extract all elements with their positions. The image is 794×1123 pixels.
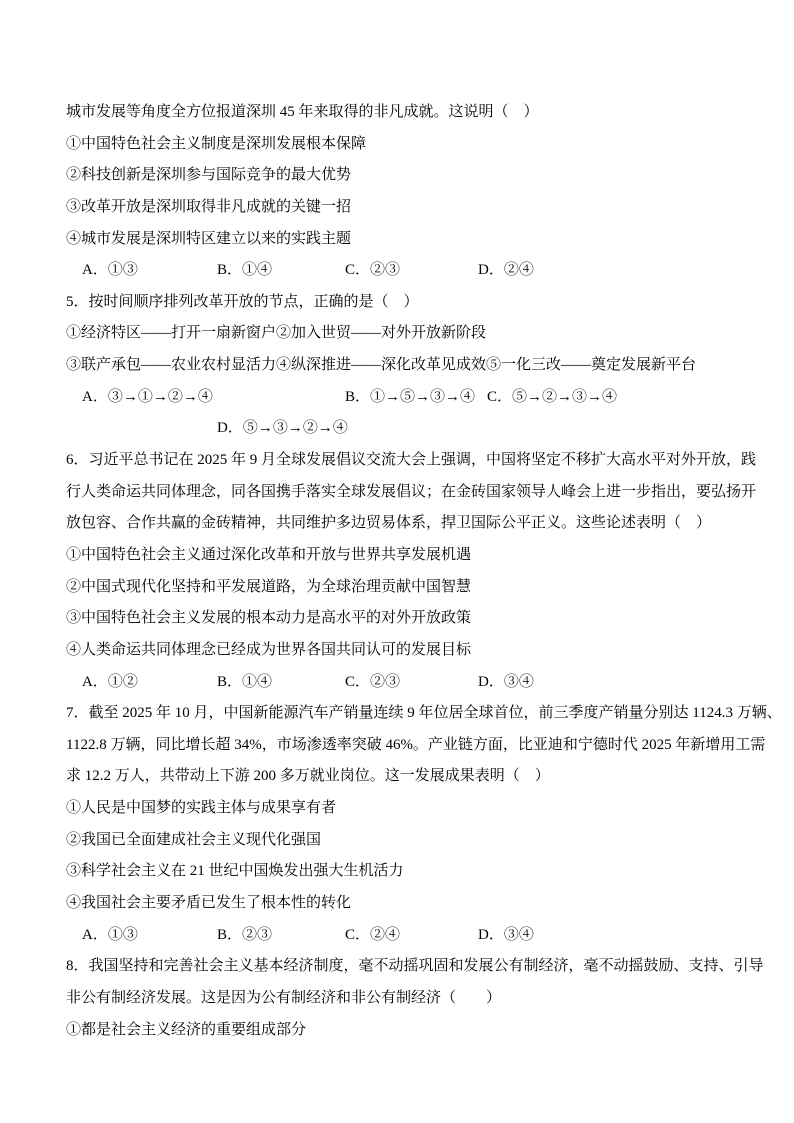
- q4-option-b: B．①④: [217, 262, 273, 279]
- q8-statement-1: ①都是社会主义经济的重要组成部分: [66, 1021, 307, 1038]
- question-5: [66, 287, 728, 445]
- q5-options-row-2: [66, 413, 728, 445]
- q6-statement-4: ④人类命运共同体理念已经成为世界各国共同认可的发展目标: [66, 641, 472, 658]
- q6-statement-3: ③中国特色社会主义发展的根本动力是高水平的对外开放政策: [66, 610, 472, 627]
- q7-options-row: [66, 920, 728, 952]
- q5-option-a: A．③→①→②→④: [82, 388, 213, 405]
- q7-statement-4: ④我国社会主要矛盾已发生了根本性的转化: [66, 895, 352, 912]
- q4-option-c: C．②③: [345, 262, 401, 279]
- q4-stem-line-1: 城市发展等角度全方位报道深圳 45 年来取得的非凡成就。这说明（ ）: [66, 104, 539, 120]
- q6-stem-line-2: 行人类命运共同体理念，同各国携手落实全球发展倡议；在金砖国家领导人峰会上进一步指出，要弘扬开: [66, 483, 757, 500]
- q6-option-c: C．②③: [345, 673, 401, 690]
- q4-option-d: D．②④: [478, 262, 534, 279]
- question-7: [66, 698, 782, 951]
- q7-stem-line-1: 7．截至 2025 年 10 月，中国新能源汽车产销量连续 9 年位居全球首位，前三季度产销量分别达 1124.3 万辆、: [66, 705, 782, 722]
- q6-option-b: B．①④: [217, 673, 273, 690]
- q5-option-d: D．⑤→③→②→④: [217, 420, 348, 437]
- q5-stem-line-1: 5．按时间顺序排列改革开放的节点，正确的是（ ）: [66, 293, 419, 310]
- q6-options-row: [66, 667, 728, 699]
- q7-option-d: D．③④: [478, 926, 534, 943]
- q4-options-row: [66, 255, 728, 287]
- q7-statement-2: ②我国已全面建成社会主义现代化强国: [66, 831, 322, 848]
- q5-statement-2: ③联产承包——农业农村显活力④纵深推进——深化改革见成效⑤一化三改——奠定发展新平台: [66, 357, 697, 374]
- question-8: [66, 951, 764, 1046]
- q4-option-a: A．①③: [82, 262, 138, 279]
- q7-statement-1: ①人民是中国梦的实践主体与成果享有者: [66, 800, 337, 817]
- q5-options-row-1: [66, 382, 728, 414]
- q6-stem-line-3: 放包容、合作共赢的金砖精神，共同维护多边贸易体系，捍卫国际公平正义。这些论述表明（ ）: [66, 515, 712, 532]
- q7-stem-line-3: 求 12.2 万人，共带动上下游 200 多万就业岗位。这一发展成果表明（ ）: [66, 768, 550, 785]
- q5-option-b: B．①→⑤→③→④: [345, 388, 476, 405]
- q6-option-d: D．③④: [478, 673, 534, 690]
- q4-statement-4: ④城市发展是深圳特区建立以来的实践主题: [66, 230, 352, 247]
- q6-stem-line-1: 6．习近平总书记在 2025 年 9 月全球发展倡议交流大会上强调，中国将坚定不移扩大高水平对外开放，践: [66, 452, 757, 469]
- q5-statement-1: ①经济特区——打开一扇新窗户②加入世贸——对外开放新阶段: [66, 325, 487, 342]
- q7-option-c: C．②④: [345, 926, 401, 943]
- q4-statement-2: ②科技创新是深圳参与国际竞争的最大优势: [66, 167, 352, 184]
- q7-statement-3: ③科学社会主义在 21 世纪中国焕发出强大生机活力: [66, 863, 404, 880]
- q6-statement-1: ①中国特色社会主义通过深化改革和开放与世界共享发展机遇: [66, 546, 472, 563]
- q7-option-a: A．①③: [82, 926, 138, 943]
- q7-option-b: B．②③: [217, 926, 273, 943]
- q5-option-c: C．⑤→②→③→④: [487, 388, 618, 405]
- q7-stem-line-2: 1122.8 万辆，同比增长超 34%，市场渗透率突破 46%。产业链方面，比亚迪和宁德时代 2025 年新增用工需: [66, 736, 766, 753]
- q8-stem-line-1: 8．我国坚持和完善社会主义基本经济制度，毫不动摇巩固和发展公有制经济，毫不动摇鼓励、支持、引导: [66, 958, 764, 975]
- q4-statement-1: ①中国特色社会主义制度是深圳发展根本保障: [66, 135, 367, 152]
- q6-statement-2: ②中国式现代化坚持和平发展道路，为全球治理贡献中国智慧: [66, 578, 472, 595]
- q4-statement-3: ③改革开放是深圳取得非凡成就的关键一招: [66, 198, 352, 215]
- q8-stem-line-2: 非公有制经济发展。这是因为公有制经济和非公有制经济（ ）: [66, 989, 502, 1006]
- question-6: [66, 445, 757, 698]
- q6-option-a: A．①②: [82, 673, 138, 690]
- question-4: [66, 97, 728, 287]
